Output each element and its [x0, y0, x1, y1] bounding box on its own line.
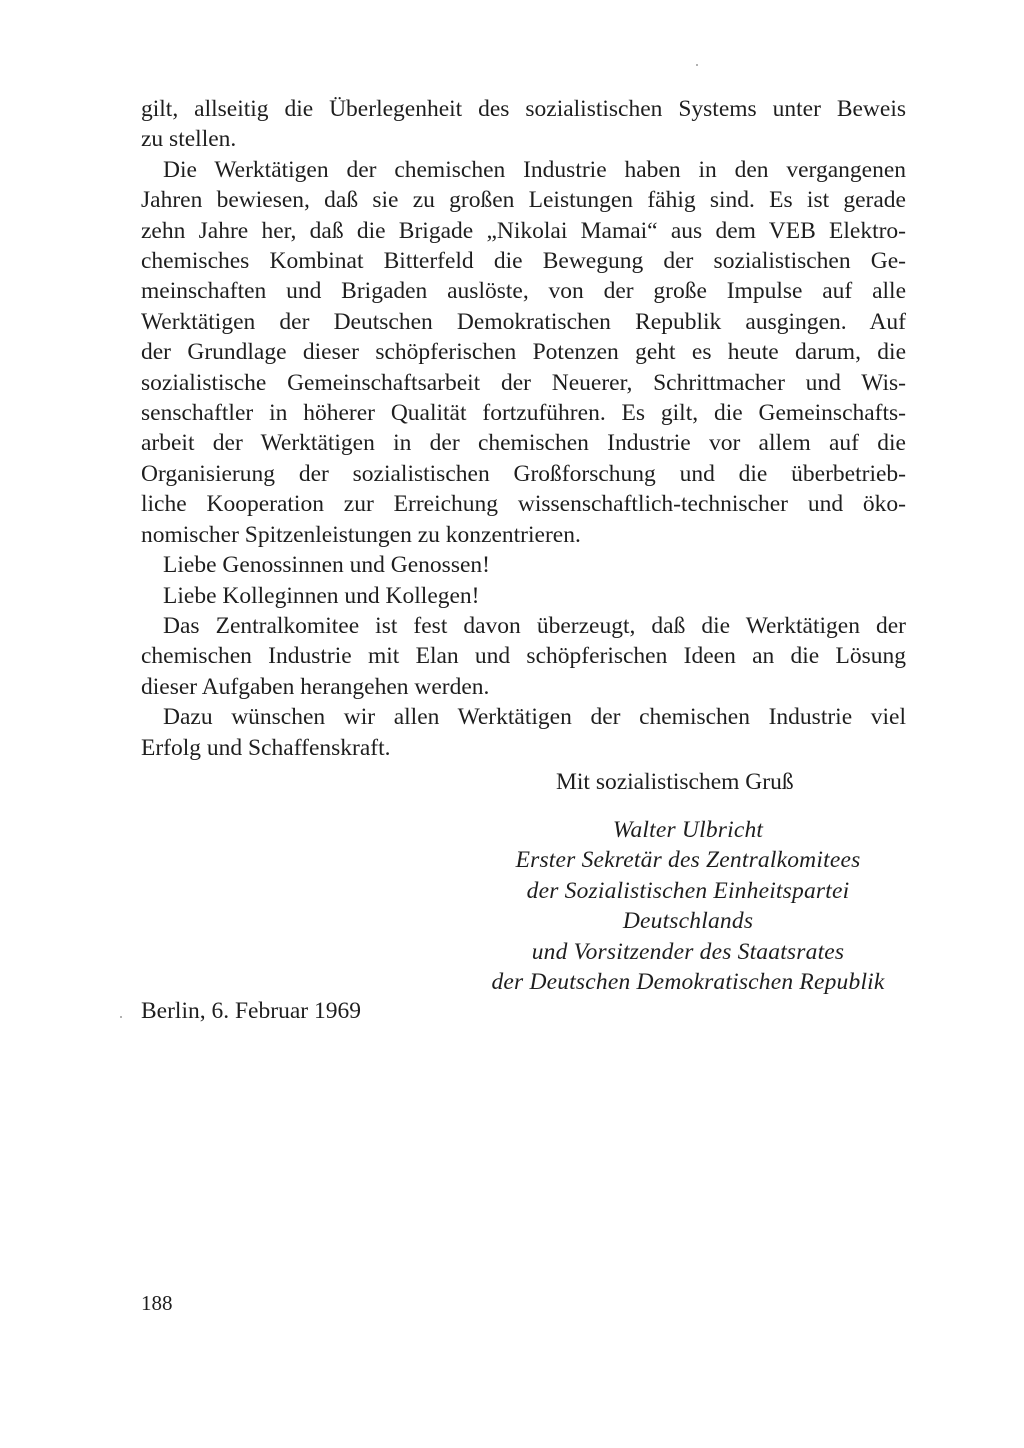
text-line: Liebe Genossinnen und Genossen!	[163, 552, 490, 579]
text-line: Werktätigen der Deutschen Demokratischen Republik ausgingen. Auf	[141, 308, 906, 335]
text-line: arbeit der Werktätigen in der chemischen Industrie vor allem auf die	[141, 430, 906, 457]
text-line: zu stellen.	[141, 126, 237, 153]
text-line: Organisierung der sozialistischen Großforschung und die überbetrieb-	[141, 460, 906, 487]
signature-title-line: Deutschlands	[622, 908, 754, 935]
page-number: 188	[141, 1291, 173, 1315]
signature-title-line: Erster Sekretär des Zentralkomitees	[515, 847, 861, 874]
signature-title-line: der Sozialistischen Einheitspartei	[526, 877, 850, 904]
text-line: liche Kooperation zur Erreichung wissenschaftlich-technischer und öko-	[141, 491, 906, 518]
text-line: Liebe Kolleginnen und Kollegen!	[163, 582, 480, 609]
text-line: Die Werktätigen der chemischen Industrie haben in den vergangenen	[163, 156, 906, 183]
text-line: nomischer Spitzenleistungen zu konzentrieren.	[141, 521, 581, 548]
text-line: Erfolg und Schaffenskraft.	[141, 734, 391, 761]
signature-name: Walter Ulbricht	[612, 817, 764, 843]
text-line: sozialistische Gemeinschaftsarbeit der Neuerer, Schrittmacher und Wis-	[141, 369, 906, 396]
text-line: chemisches Kombinat Bitterfeld die Bewegung der sozialistischen Ge-	[141, 248, 906, 275]
dateline: Berlin, 6. Februar 1969	[141, 998, 361, 1024]
text-line: senschaftler in höherer Qualität fortzuführen. Es gilt, die Gemeinschafts-	[141, 400, 906, 427]
body-text	[141, 94, 906, 763]
signature-title-line: und Vorsitzender des Staatsrates	[531, 938, 845, 965]
text-line: chemischen Industrie mit Elan und schöpferischen Ideen an die Lösung	[141, 643, 906, 670]
signature-title-line: der Deutschen Demokratischen Republik	[491, 969, 885, 996]
text-line: der Grundlage dieser schöpferischen Potenzen geht es heute darum, die	[141, 339, 906, 366]
text-line: zehn Jahre her, daß die Brigade „Nikolai Mamai“ aus dem VEB Elektro-	[141, 217, 906, 244]
print-speck	[696, 64, 698, 66]
signature-block	[470, 815, 906, 997]
text-line: Jahren bewiesen, daß sie zu großen Leistungen fähig sind. Es ist gerade	[141, 187, 906, 214]
text-line: Dazu wünschen wir allen Werktätigen der chemischen Industrie viel	[163, 704, 906, 731]
text-line: Das Zentralkomitee ist fest davon überzeugt, daß die Werktätigen der	[163, 612, 906, 639]
text-line: gilt, allseitig die Überlegenheit des sozialistischen Systems unter Beweis	[141, 96, 906, 122]
text-line: meinschaften und Brigaden auslöste, von der große Impulse auf alle	[141, 278, 906, 305]
closing-greeting: Mit sozialistischem Gruß	[556, 769, 794, 795]
text-line: dieser Aufgaben herangehen werden.	[141, 673, 490, 700]
print-speck	[120, 1016, 122, 1018]
